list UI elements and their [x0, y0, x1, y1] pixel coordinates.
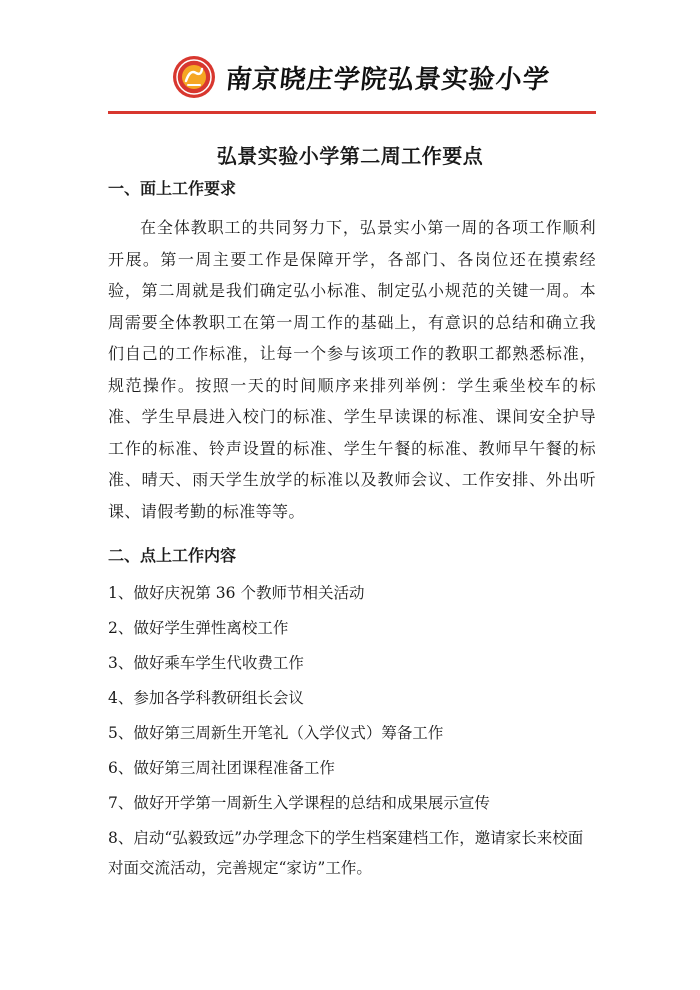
list-item: 6、做好第三周社团课程准备工作	[108, 759, 335, 777]
document-title: 弘景实验小学第二周工作要点	[216, 144, 484, 168]
list-item: 1、做好庆祝第 36 个教师节相关活动	[108, 584, 365, 602]
header-divider	[108, 111, 596, 114]
school-emblem-icon	[172, 55, 216, 99]
list-item: 4、参加各学科教研组长会议	[108, 689, 304, 707]
section-heading-2: 二、点上工作内容	[108, 546, 237, 565]
list-item: 8、启动“弘毅致远”办学理念下的学生档案建档工作，邀请家长来校面对面交流活动，完善规定“家访”工作。	[108, 829, 584, 877]
list-item: 5、做好第三周新生开笔礼（入学仪式）筹备工作	[108, 724, 444, 742]
section-heading-1: 一、面上工作要求	[108, 179, 237, 198]
school-name: 南京晓庄学院弘景实验小学	[224, 64, 552, 95]
document-header	[108, 44, 594, 110]
list-item: 7、做好开学第一周新生入学课程的总结和成果展示宣传	[108, 794, 490, 812]
section-1-paragraph: 在全体教职工的共同努力下，弘景实小第一周的各项工作顺利开展。第一周主要工作是保障开学，各部门、各岗位还在摸索经验，第二周就是我们确定弘小标准、制定弘小规范的关键一周。本周需要全体教职工在第一周工作的基础上，有意识的总结和确立我们自己的工作标准，让每一个参与该项工作的教职工都熟悉标准，规范操作。按照一天的时间顺序来排列举例：学生乘坐校车的标准、学生早晨进入校门的标准、学生早读课的标准、课间安全护导工作的标准、铃声设置的标准、学生午餐的标准、教师早午餐的标准、晴天、雨天学生放学的标准以及教师会议、工作安排、外出听课、请假考勤的标准等等。	[108, 218, 596, 521]
list-item: 3、做好乘车学生代收费工作	[108, 654, 304, 672]
work-items-list	[108, 578, 596, 888]
list-item: 2、做好学生弹性离校工作	[108, 619, 289, 637]
